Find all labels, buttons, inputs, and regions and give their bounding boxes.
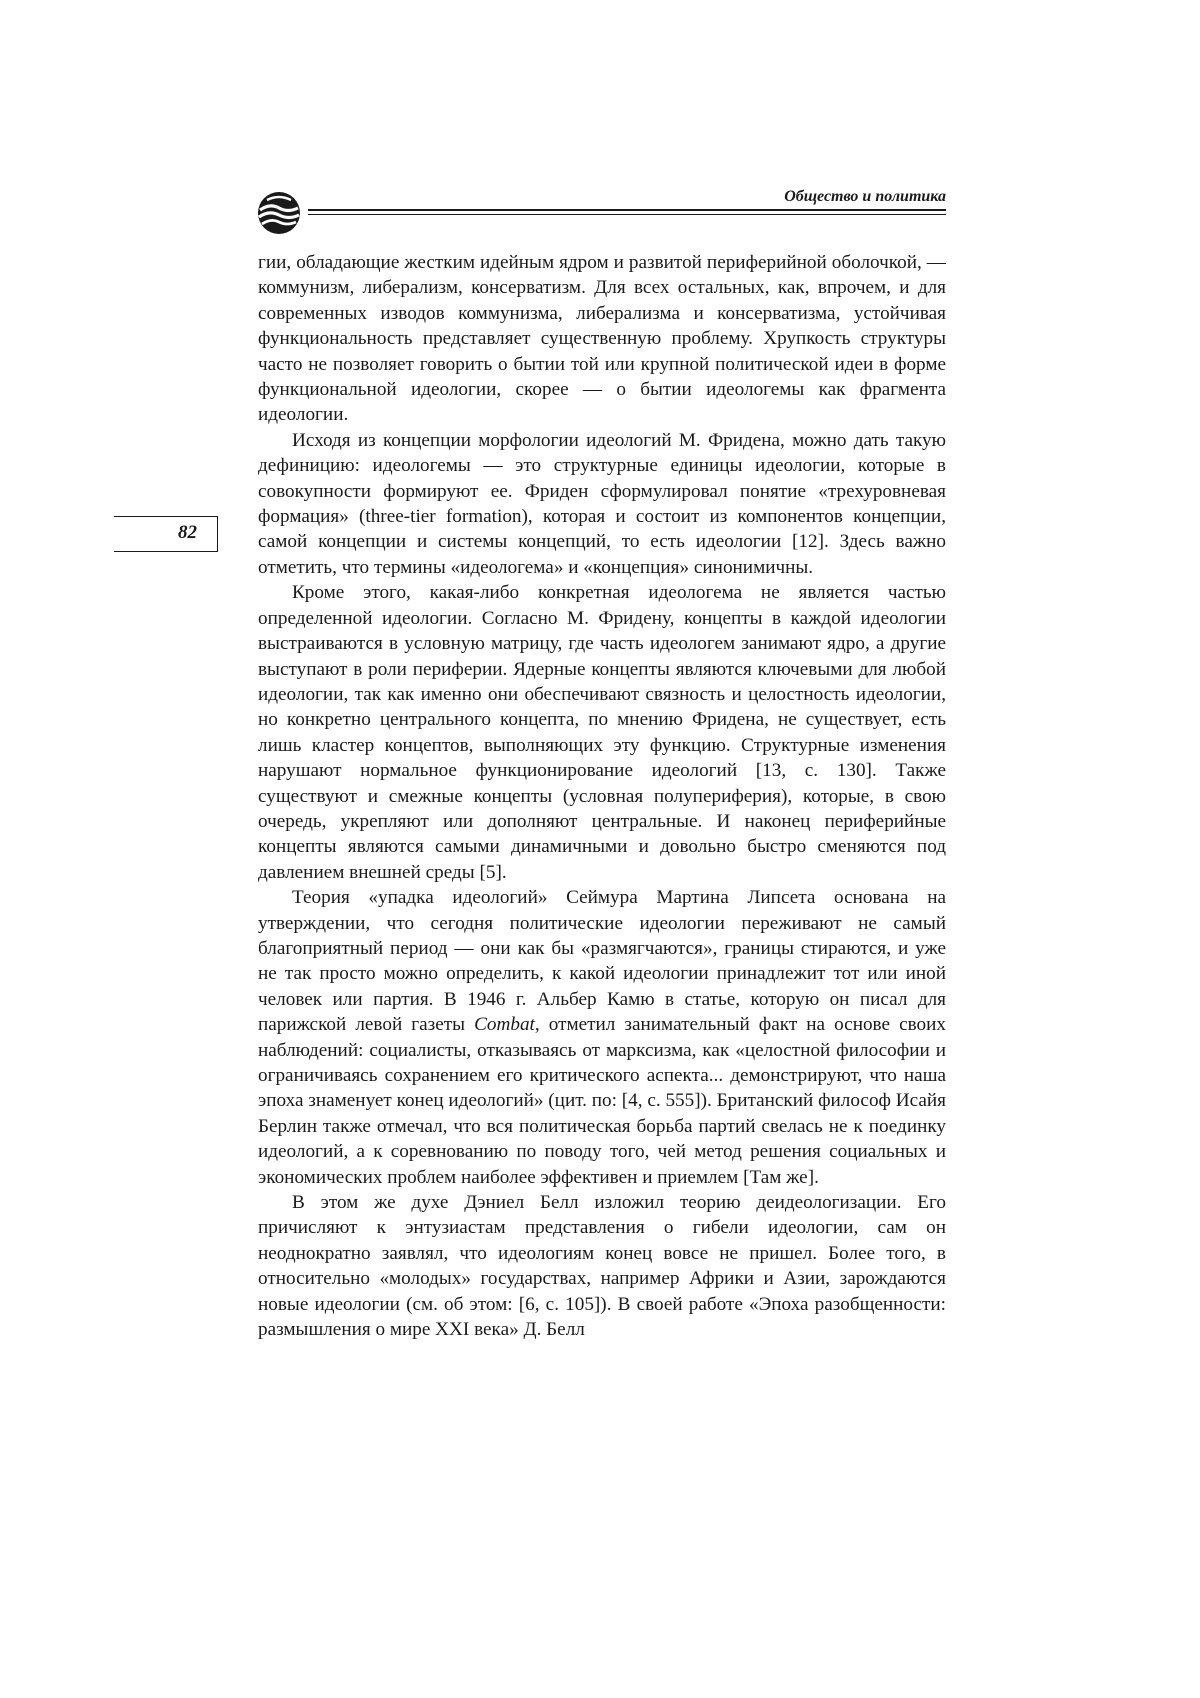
paragraph-3: Кроме этого, какая-либо конкретная идеологема не является частью определенной идеологии. Согласно М. Фридену, концепты в каждой идеологии выстраиваются в условную матрицу, где часть идеологем занимают ядро, а другие выступают в роли периферии. Ядерные концепты являются ключевыми для любой идеологии, так как именно они обеспечивают связность и целостность идеологии, но конкретно центрального концепта, по мнению Фридена, не существует, есть лишь кластер концептов, выполняющих эту функцию. Структурные изменения нарушают нормальное функционирование идеологий [13, с. 130]. Также существуют и смежные концепты (условная полупериферия), которые, в свою очередь, укрепляют или дополняют центральные. И наконец периферийные концепты являются самыми динамичными и довольно быстро сменяются под давлением внешней среды [5]. [258,582,946,883]
body-text [258,250,946,1342]
header-rule-thin [308,214,946,215]
journal-waves-logo-icon [256,190,302,236]
paragraph-2: Исходя из концепции морфологии идеологий М. Фридена, можно дать такую дефиницию: идеологемы — это структурные единицы идеологии, которые в совокупности формируют ее. Фриден сформулировал понятие «трехуровневая формация» (three-tier formation), которая и состоит из компонентов концепции, самой концепции и системы концепций, то есть идеологии [12]. Здесь важно отметить, что термины «идеологема» и «концепция» синонимичны. [258,429,946,578]
newspaper-title-italic: Combat [474,1014,535,1036]
running-header-title: Общество и политика [784,188,946,205]
page-number-box [114,516,218,552]
page-number: 82 [178,522,197,543]
paragraph-4-part-1: Теория «упадка идеологий» Сеймура Мартина Липсета основана на утверждении, что сегодня политические идеологии переживают не самый благоприятный период — они как бы «размягчаются», границы стираются, и уже не так просто можно определить, к какой идеологии принадлежит тот или иной человек или партия. В 1946 г. Альбер Камю в статье, которую он писал для парижской левой газеты [258,887,946,1036]
paragraph-5: В этом же духе Дэниел Белл изложил теорию деидеологизации. Его причисляют к энтузиастам представления о гибели идеологии, сам он неоднократно заявлял, что идеологиям конец вовсе не пришел. Более того, в относительно «молодых» государствах, например Африки и Азии, зарождаются новые идеологии (см. об этом: [6, с. 105]). В своей работе «Эпоха разобщенности: размышления о мире XXI века» Д. Белл [258,1192,946,1341]
paragraph-4 [258,885,946,1190]
header-rule-thick [308,209,946,211]
paragraph-4-part-2: , отметил занимательный факт на основе своих наблюдений: социалисты, отказываясь от марксизма, как «целостной философии и ограничиваясь сохранением его критического аспекта... демонстрируют, что наша эпоха знаменует конец идеологий» (цит. по: [4, с. 555]). Британский философ Исайя Берлин также отмечал, что вся политическая борьба партий свелась не к поединку идеологий, а к соревнованию по поводу того, чей метод решения социальных и экономических проблем наиболее эффективен и приемлем [Там же]. [258,1014,946,1188]
paragraph-1: гии, обладающие жестким идейным ядром и развитой периферийной оболочкой, — коммунизм, либерализм, консерватизм. Для всех остальных, как, впрочем, и для современных изводов коммунизма, либерализма и консерватизма, устойчивая функциональность представляет существенную проблему. Хрупкость структуры часто не позволяет говорить о бытии той или крупной политической идеи в форме функциональной идеологии, скорее — о бытии идеологемы как фрагмента идеологии. [258,252,946,426]
